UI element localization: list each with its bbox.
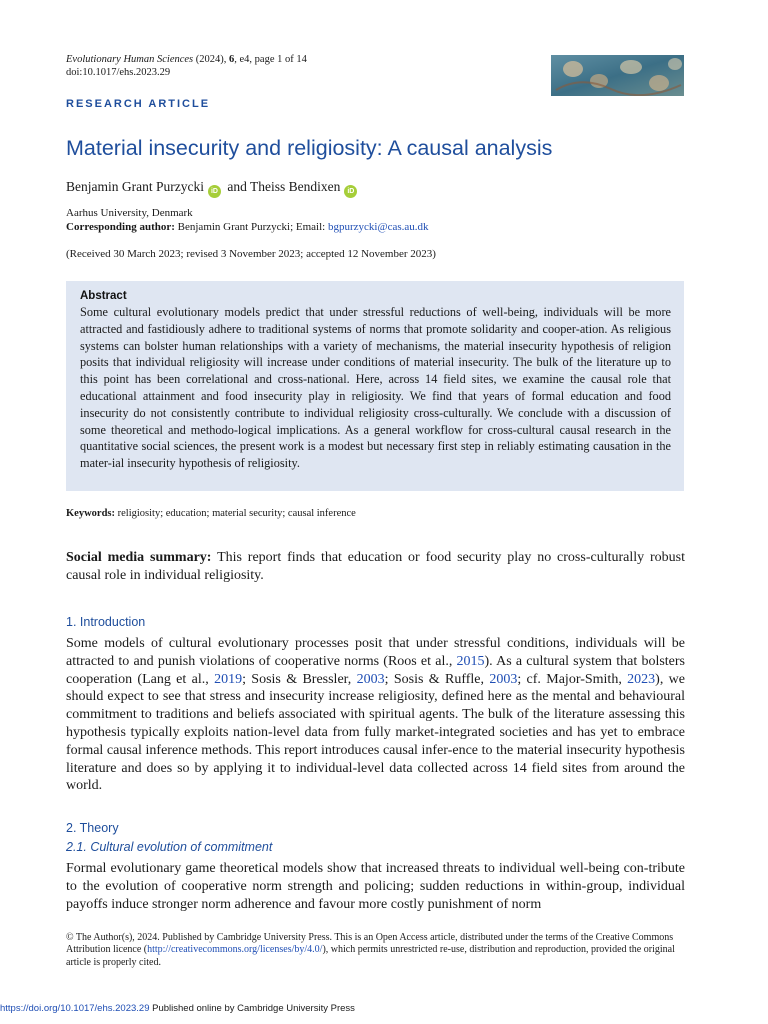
orcid-icon[interactable]: iD	[208, 185, 221, 198]
copyright-notice: © The Author(s), 2024. Published by Cambridge University Press. This is an Open Access article, distributed under the terms of the Creative Commons Attribution licence (http://creativecommons.org/licenses/by/4.0/), which permits unrestricted re-use, distribution and reproduction, provided the original article is properly cited.	[66, 932, 675, 968]
abstract-heading: Abstract	[80, 290, 127, 302]
subsection-heading: 2.1. Cultural evolution of commitment	[66, 840, 273, 854]
citation-link[interactable]: 2019	[214, 671, 243, 687]
article-title: Material insecurity and religiosity: A causal analysis	[66, 136, 553, 160]
bottom-publication-bar: https://doi.org/10.1017/ehs.2023.29 Published online by Cambridge University Press	[0, 1003, 355, 1014]
license-link[interactable]: http://creativecommons.org/licenses/by/4.0/	[147, 944, 323, 956]
journal-cover-image	[551, 55, 684, 96]
author-name[interactable]: Benjamin Grant Purzycki	[66, 179, 204, 194]
section-heading-introduction: 1. Introduction	[66, 615, 146, 629]
corresponding-author: Corresponding author: Benjamin Grant Purzycki; Email: bgpurzycki@cas.au.dk	[66, 221, 429, 233]
citation-link[interactable]: 2003	[356, 671, 385, 687]
abstract-text: Some cultural evolutionary models predict that under stressful reductions of well-being, individuals will be more attracted and fastidiously adhere to traditional systems of norms that promote solidarity and cooper-ation. As religious systems can bolster human relationships with a variety of mechanisms, the material insecurity hypothesis of religion posits that individual religiosity will increase under conditions of material insecurity. The bulk of the literature up to this point has been correlational and cross-national. Here, across 14 field sites, we examine the causal role that educational attainment and food insecurity play in religiosity. We find that years of formal education and food insecurity do not consistently contribute to individual religiosity cross-culturally. We conclude with a discussion of some theoretical and methodo-logical implications. As a general workflow for cross-cultural causal research in the quantitative social sciences, the present work is a modest but necessary first step in reliably estimating causation in the mater-ial insecurity hypothesis of religiosity.	[80, 305, 671, 471]
journal-name: Evolutionary Human Sciences	[66, 54, 194, 65]
section-heading-theory: 2. Theory	[66, 821, 119, 835]
journal-volume: 6	[229, 54, 235, 65]
social-media-summary: Social media summary: This report finds that education or food security play no cross-culturally robust causal role in individual religiosity.	[66, 550, 685, 583]
affiliation: Aarhus University, Denmark	[66, 207, 193, 219]
journal-doi: doi:10.1017/ehs.2023.29	[66, 67, 171, 78]
received-dates: (Received 30 March 2023; revised 3 November 2023; accepted 12 November 2023)	[66, 248, 436, 260]
keywords-label: Keywords:	[66, 508, 115, 519]
orcid-icon[interactable]: iD	[344, 185, 357, 198]
author-list: Benjamin Grant Purzycki iD and Theiss Bendixen iD	[66, 179, 360, 198]
keywords-list: religiosity; education; material security; causal inference	[115, 508, 356, 519]
introduction-paragraph: Some models of cultural evolutionary processes posit that under stressful conditions, individuals will be attracted to and punish violations of cooperative norms (Roos et al., 2015). As a cultural system that bolsters cooperation (Lang et al., 2019; Sosis & Bressler, 2003; Sosis & Ruffle, 2003; cf. Major-Smith, 2023), we should expect to see that stress and insecurity increase religiosity, defined here as the mental and behavioural commitment to traditions and beliefs associated with spiritual agents. The bulk of the literature assessing this hypothesis typically exploits nation-level data from fully market-integrated societies and has yet to embrace formal causal inference methods. This report introduces causal infer-ence to the material insecurity hypothesis literature and does so by applying it to individual-level data collected across 14 field sites from around the world.	[66, 636, 685, 794]
theory-paragraph: Formal evolutionary game theoretical models show that increased threats to individual well-being con-tribute to the evolution of cooperative norm strength and policing; sudden reductions in within-group, individual payoffs induce stronger norm adherence and favour more costly punishment of norm	[66, 861, 685, 912]
keywords	[66, 508, 356, 519]
citation-link[interactable]: 2015	[456, 653, 485, 669]
article-type: RESEARCH ARTICLE	[66, 98, 211, 110]
citation-link[interactable]: 2003	[489, 671, 518, 687]
doi-link[interactable]: https://doi.org/10.1017/ehs.2023.29	[0, 1003, 150, 1014]
journal-citation: Evolutionary Human Sciences (2024), 6, e4, page 1 of 14 doi:10.1017/ehs.2023.29	[66, 54, 307, 78]
author-name[interactable]: Theiss Bendixen	[249, 179, 341, 194]
citation-link[interactable]: 2023	[627, 671, 656, 687]
email-link[interactable]: bgpurzycki@cas.au.dk	[327, 221, 429, 233]
affiliation-block	[66, 206, 429, 234]
